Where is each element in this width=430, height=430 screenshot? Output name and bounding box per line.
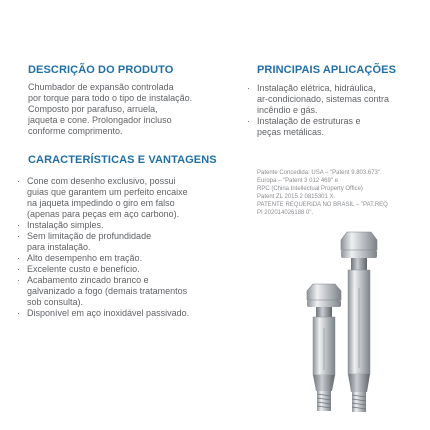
list-item-line: galvanizado a fogo (demais tratamentos [27,286,188,296]
bullet-icon: · [17,220,20,230]
list-item [17,308,189,319]
list-item-line: Disponível em aço inoxidável passivado. [27,308,190,318]
list-item [17,275,189,308]
list-item [247,83,389,116]
bullet-icon: · [17,253,20,263]
bullet-icon: · [17,308,20,318]
list-item-line: Excelente custo e benefício. [27,264,140,274]
list-item-line: Instalação elétrica, hidráulica, [257,83,376,93]
list-item [17,253,189,264]
list-item [17,231,189,253]
patent-line: PI 202014026188 0". [257,210,314,216]
patent-line: Patente Concedida: USA – "Patent 9.803.673". [257,170,382,176]
descricao-line: Chumbador de expansão controlada [28,82,174,92]
aplicacoes-list [247,83,389,138]
descricao-line: por torque para todo o tipo de instalação. [28,93,193,103]
list-item-line: Instalação simples. [27,220,104,230]
patent-line: Patent ZL 2015 2 0815301 X. [257,194,336,200]
bullet-icon: · [247,116,250,126]
descricao-title: DESCRIÇÃO DO PRODUTO [28,64,174,76]
descricao-line: jaqueta e cone. Prolongador incluso [28,115,172,125]
list-item-line: Acabamento zincado branco e [27,275,149,285]
list-item-line: guias que garantem um perfeito encaixe [27,187,188,197]
list-item-line: (apenas para peças em aço carbono). [27,209,180,219]
list-item-line: incêndio e gás. [257,105,318,115]
list-item-line: ar-condicionado, sistemas contra [257,94,390,104]
list-item-line: sob consulta). [27,297,84,307]
aplicacoes-title: PRINCIPAIS APLICAÇÕES [257,64,397,76]
bullet-icon: · [17,231,20,241]
patent-line: PATENTE REQUERIDA NO BRASIL – "PAT.REQ [257,202,388,208]
descricao-line: conforme comprimento. [28,126,123,136]
list-item [247,116,389,138]
bullet-icon: · [17,264,20,274]
anchor-bolts-image [255,228,415,418]
list-item [17,220,189,231]
caracteristicas-title: CARACTERÍSTICAS E VANTAGENS [28,154,217,166]
caracteristicas-list [17,176,189,319]
bullet-icon: · [17,176,20,186]
list-item-line: na jaqueta impedindo o giro em falso [27,198,175,208]
patent-line: RPC (China Intellectual Property Office) [257,186,363,192]
list-item [17,264,189,275]
list-item [17,176,189,220]
list-item-line: para instalação. [27,242,91,252]
short-anchor-bolt [307,284,341,411]
list-item-line: peças metálicas. [257,127,325,137]
tall-anchor-bolt [341,232,377,412]
list-item-line: Cone com desenho exclusivo, possui [27,176,176,186]
patent-line: Europa – "Patent 3 012 469" e [257,178,338,184]
list-item-line: Alto desempenho em tração. [27,253,143,263]
bullet-icon: · [247,83,250,93]
list-item-line: Instalação de estruturas e [257,116,361,126]
bullet-icon: · [17,275,20,285]
descricao-line: Composto por parafuso, arruela, [28,104,158,114]
list-item-line: Sem limitação de profundidade [27,231,152,241]
